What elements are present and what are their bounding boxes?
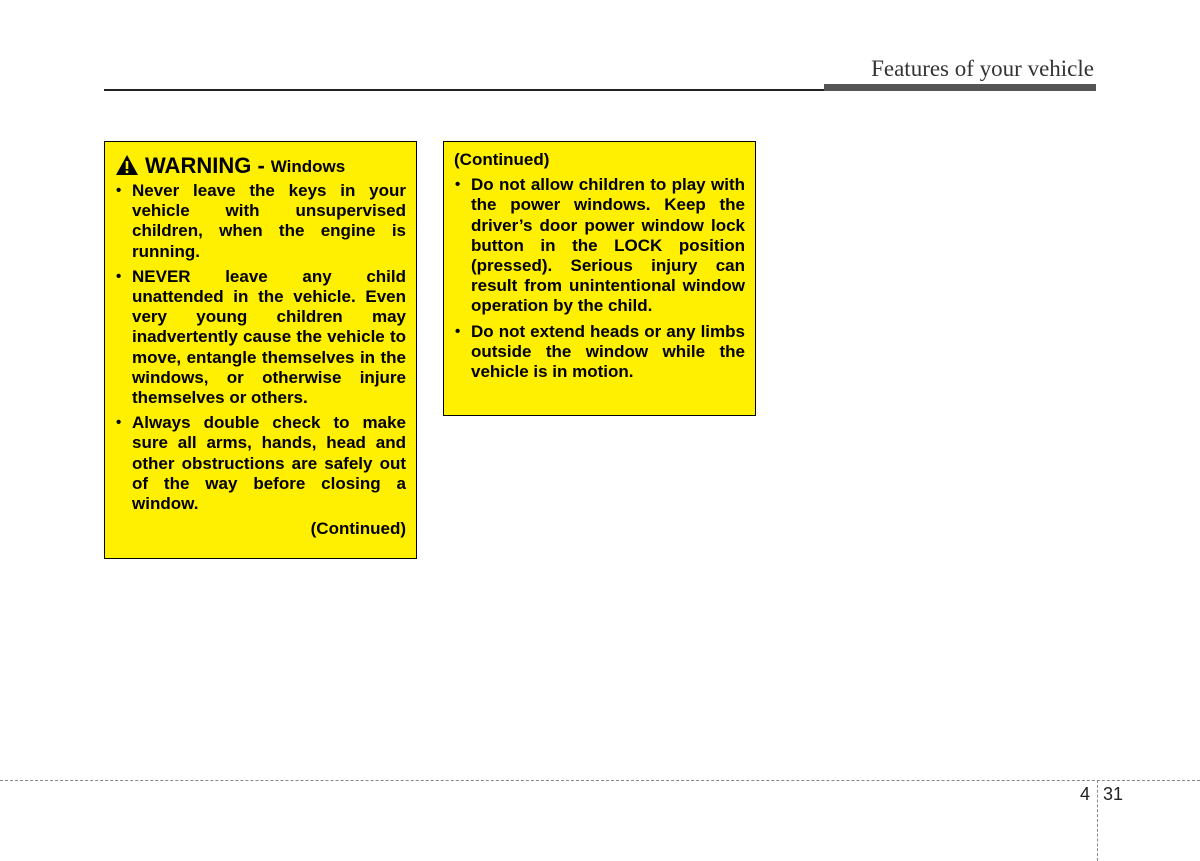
- header-title: Features of your vehicle: [871, 56, 1094, 81]
- warning-heading: [115, 154, 406, 178]
- list-item: • Always double check to make sure all arms, hands, head and other obstructions are safely out of the way before closing a window.: [115, 413, 406, 514]
- footer-divider: [0, 780, 1200, 781]
- header-rule-accent: [824, 84, 1096, 91]
- warning-subject: Windows: [270, 157, 346, 176]
- header-rule: [104, 89, 824, 91]
- continued-label: (Continued): [310, 519, 406, 539]
- page-number: 31: [1103, 784, 1124, 804]
- warning-box-windows: [104, 141, 417, 559]
- warning-box-continued: [443, 141, 756, 416]
- chapter-number: 4: [1080, 784, 1091, 804]
- warning-list: [454, 175, 745, 382]
- warning-word: WARNING -: [145, 153, 265, 178]
- list-item: • Do not extend heads or any limbs outside the window while the vehicle is in motion.: [454, 322, 745, 383]
- list-item: • NEVER leave any child unattended in the vehicle. Even very young children may inadvertently cause the vehicle to move, entangle themselves in the windows, or otherwise injure themselves or others.: [115, 267, 406, 408]
- list-item: • Do not allow children to play with the power windows. Keep the driver’s door power window lock button in the LOCK position (pressed). Serious injury can result from unintentional window operation by the child.: [454, 175, 745, 316]
- warning-list: [115, 181, 406, 514]
- footer-page-divider: [1097, 780, 1098, 861]
- continued-label: (Continued): [454, 150, 550, 169]
- list-item: • Never leave the keys in your vehicle with unsupervised children, when the engine is running.: [115, 181, 406, 262]
- warning-triangle-icon: [115, 154, 139, 176]
